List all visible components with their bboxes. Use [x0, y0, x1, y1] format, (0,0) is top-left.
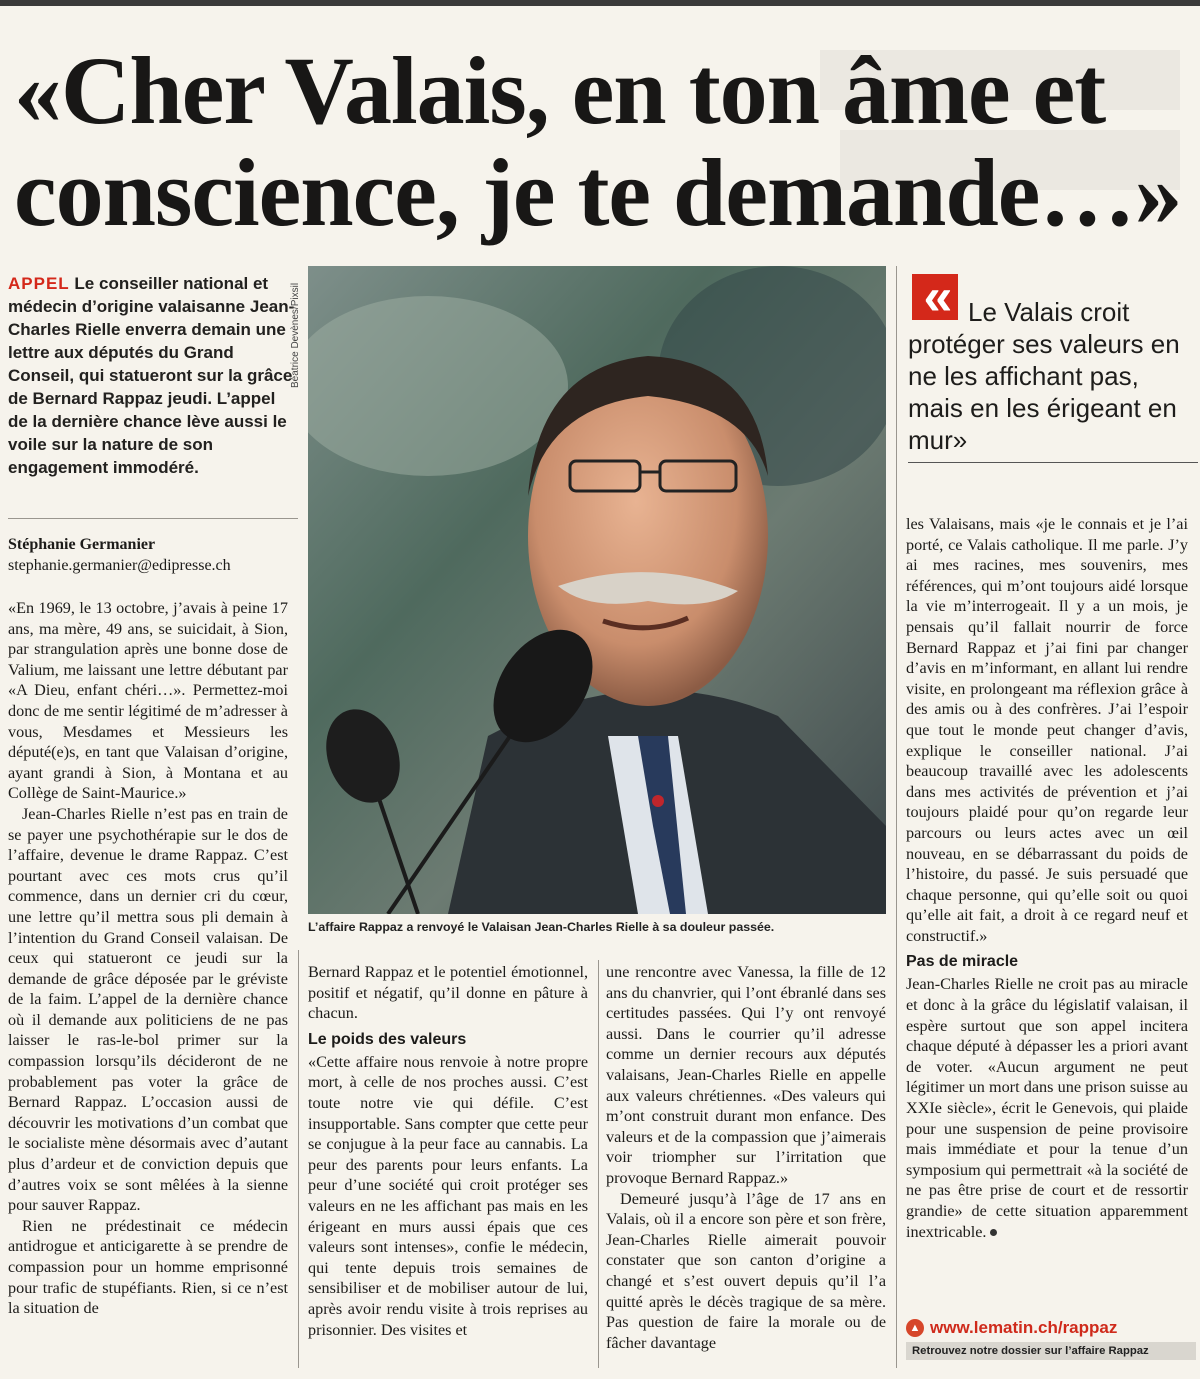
col1-paragraph-3: Rien ne prédestinait ce médecin antidrogue et anticigarette à se prendre de compassion pour un homme emprisonné pour trafic de stupéfiants. Rien, si ce n’est la situation de	[8, 1216, 288, 1318]
column-3	[606, 962, 886, 1353]
headline-line-1: «Cher Valais, en ton âme et	[14, 37, 1106, 144]
quote-mark-icon: «	[912, 274, 958, 320]
col2-heading: Le poids des valeurs	[308, 1030, 467, 1048]
pull-quote-text	[908, 296, 1198, 456]
author-name: Stéphanie Germanier	[8, 536, 156, 553]
photo-credit: Béatrice Devènes/Pixsil	[290, 282, 301, 388]
column-divider-1	[298, 950, 299, 1368]
column-4	[906, 514, 1188, 1242]
col2-paragraph-1: Bernard Rappaz et le potentiel émotionnel, positif et négatif, qu’il donne en pâture à chacun.	[308, 963, 588, 1023]
lead-text: Le conseiller national et médecin d’origine valaisanne Jean-Charles Rielle enverra demain une lettre aux députés du Grand Conseil, qui statueront sur la grâce de Bernard Rappaz jeudi. L’appel de la dernière chance lève aussi le voile sur la nature de son engagement immodéré.	[8, 274, 295, 477]
warning-triangle-icon: ▲	[906, 1319, 924, 1337]
photo	[308, 266, 886, 914]
column-divider-2	[598, 960, 599, 1368]
column-2	[308, 962, 588, 1340]
web-url[interactable]: www.lematin.ch/rappaz	[930, 1318, 1118, 1337]
top-rule	[0, 0, 1200, 6]
pull-quote-rule	[908, 462, 1198, 463]
headline	[14, 37, 1190, 246]
column-1	[8, 598, 288, 1319]
lead-paragraph	[8, 272, 298, 479]
col3-paragraph-2: Demeuré jusqu’à l’âge de 17 ans en Valais, où il a encore son père et son frère, Jean-Charles Rielle aimerait pouvoir constater que son canton d’origine a changé et s’est ouvert depuis qu’il l’a quitté après le décès tragique de sa mère. Pas question de faire la morale ou de fâcher davantage	[606, 1189, 886, 1352]
col2-paragraph-2: «Cette affaire nous renvoie à notre propre mort, à celle de nos proches aussi. C’est toute notre vie qui défile. C’est insupportable. Sans compter que cette peur se conjugue à la peur face au cannabis. La peur des parents pour leurs enfants. La peur d’une société qui croit protéger ses valeurs en ne les affichant pas mais en les érigeant en murs aussi épais que ces valeurs sont intenses», confie le médecin, qui tente depuis trois semaines de sensibiliser et de mobiliser autour de lui, après avoir rendu visite à trois reprises au prisonnier. Des visites et	[308, 1052, 588, 1339]
column-divider-3	[896, 266, 897, 1368]
pull-quote	[908, 266, 1198, 462]
col4-paragraph-1: les Valaisans, mais «je le connais et je l’ai porté, ce Valais catholique. Il me parle. J’y ai mes racines, mes souvenirs, mes références, qui m’ont toujours aidé lorsque la vie m’interrogeait. Il y a un mois, je pensais qu’il fallait nourrir de force Bernard Rappaz et j’ai fini par changer d’avis en m’informant, en allant lui rendre visite, en prolongeant ma réflexion grâce à des amis ou à des confrères. J’ai l’espoir que tout le monde peut changer d’avis, explique le conseiller national. J’ai beaucoup travaillé avec les adolescents dans mes activités de prévention et j’ai toujours plaidé pour qu’on regarde leur parcours ou leurs actes avec un œil nouveau, en se débarrassant du poids de l’histoire, du passé. Je suis persuadé que chaque personne, qui qu’elle soit ou quoi qu’elle ait fait, a droit à ce regard neuf et constructif.»	[906, 515, 1188, 945]
author-email[interactable]: stephanie.germanier@edipresse.ch	[8, 557, 231, 574]
col4-paragraph-2	[906, 974, 1188, 1242]
web-promo[interactable]	[906, 1318, 1196, 1360]
lead-rule	[8, 518, 298, 519]
pull-quote-body: Le Valais croit protéger ses valeurs en ne les affichant pas, mais en les érigeant en mur»	[908, 297, 1180, 455]
photo-caption: L’affaire Rappaz a renvoyé le Valaisan Jean-Charles Rielle à sa douleur passée.	[308, 920, 775, 934]
headline-line-2: conscience, je te demande…»	[14, 139, 1182, 246]
web-subtitle: Retrouvez notre dossier sur l’affaire Rappaz	[906, 1342, 1196, 1360]
web-link[interactable]	[906, 1318, 1196, 1338]
byline	[8, 534, 298, 576]
col4-paragraph-2-text: Jean-Charles Rielle ne croit pas au miracle et donc à la grâce du législatif valaisan, il espère surtout que son appel incitera chaque député à dépasser les a priori avant de voter. «Aucun argument ne peut légitimer un mort dans une prison suisse au XXIe siècle», écrit le Genevois, qui plaide pour une suspension de peine provisoire mais immédiate et pour la tenue d’un symposium qui permettrait «à la société de ne pas être prise de court et de ressortir grandie» de cette situation apparemment inextricable.	[906, 975, 1188, 1241]
lead-kicker: APPEL	[8, 274, 70, 293]
col1-paragraph-1: «En 1969, le 13 octobre, j’avais à peine 17 ans, ma mère, 49 ans, se suicidait, à Sion, par strangulation après une bonne dose de Valium, me laissant une lettre débutant par «A Dieu, enfant chéri…». Permettez-moi donc de me sentir légitimé de m’adresser à vous, Mesdames et Messieurs les député(e)s, en tant que Valaisan d’origine, ayant grandi à Sion, à Montana et au Collège de Saint-Maurice.»	[8, 599, 288, 803]
col3-paragraph-1: une rencontre avec Vanessa, la fille de 12 ans du chanvrier, qui l’ont ébranlé dans ses certitudes passées. Qui l’y ont renvoyé aussi. Dans le courrier qu’il adresse comme un dernier recours aux députés valaisans, Jean-Charles Rielle en appelle aux valeurs chrétiennes. «Des valeurs qui m’ont construit durant mon enfance. Des valeurs et de la compassion que j’aimerais voir triompher sur l’irritation que provoque Bernard Rappaz.»	[606, 963, 886, 1187]
portrait-illustration	[308, 266, 886, 914]
end-dot-icon	[990, 1229, 997, 1236]
col4-heading: Pas de miracle	[906, 953, 1019, 971]
col1-paragraph-2: Jean-Charles Rielle n’est pas en train de se payer une psychothérapie sur le dos de l’affaire, devenue le drame Rappaz. C’est pourtant avec ces mots crus qu’il commence, dans un dernier cri du cœur, une lettre qu’il mettra sous pli demain à l’intention du Grand Conseil valaisan. De ceux qui statueront ce jeudi sur la demande de grâce déposée par le gréviste de la faim. L’appel de la dernière chance où il demande aux politiciens de ne pas laisser le ras-le-bol primer sur la compassion lorsqu’ils décideront de ne probablement pas voter la grâce de Bernard Rappaz. L’occasion aussi de découvrir les motivations d’un combat que le socialiste mène désormais avec d’autant plus d’ardeur et de conviction depuis que d’autres voix se sont mêlées à la sienne pour sauver Rappaz.	[8, 804, 288, 1215]
